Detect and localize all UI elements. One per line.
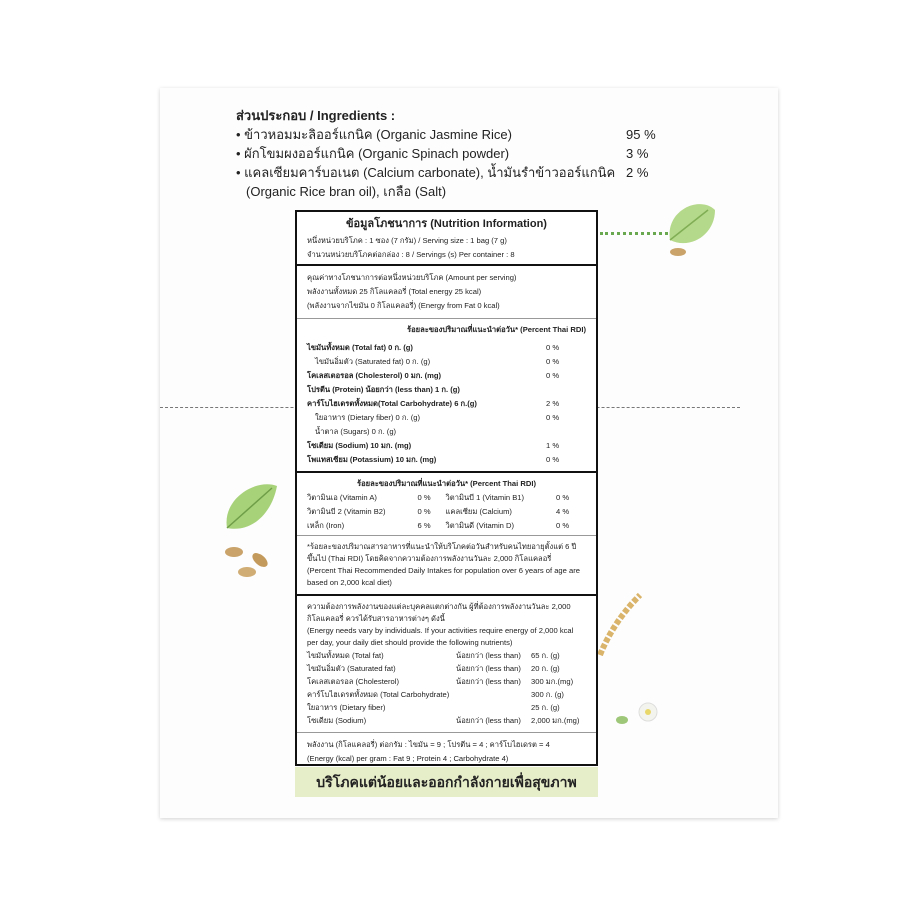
nutrient-row [307, 369, 586, 383]
rice-grains-icon [222, 540, 282, 580]
nutrition-header [297, 212, 596, 266]
ingredient-name: • ผักโขมผงออร์แกนิค (Organic Spinach powder) [236, 146, 510, 161]
ingredient-percent: 95 % [626, 127, 656, 142]
needs-thai: ความต้องการพลังงานของแต่ละบุคคลแตกต่างกัน ผู้ที่ต้องการพลังงานวันละ 2,000 กิโลแคลอรี่ ควรได้รับสารอาหารต่างๆ ดังนี้ [307, 602, 571, 623]
dotted-line-decoration [600, 232, 668, 235]
needs-cell: โคเลสเตอรอล (Cholesterol) [307, 677, 400, 686]
nutrient-row [307, 453, 586, 467]
needs-cell [456, 688, 531, 701]
needs-row [307, 714, 586, 727]
needs-cell: 65 ก. (g) [531, 651, 560, 660]
vitamin-percent: 0 % [417, 507, 431, 516]
nutrient-percent: 0 % [546, 371, 560, 380]
needs-row [307, 701, 586, 714]
health-message-banner: บริโภคแต่น้อยและออกกำลังกายเพื่อสุขภาพ [295, 767, 598, 797]
energy-english: (Energy (kcal) per gram : Fat 9 ; Protein 4 ; Carbohydrate 4) [307, 754, 509, 763]
ingredients-heading: ส่วนประกอบ / Ingredients : [236, 108, 396, 123]
ingredient-continuation: (Organic Rice bran oil), เกลือ (Salt) [246, 184, 447, 199]
nutrient-label: โปรตีน (Protein) น้อยกว่า (less than) 1 ก. (g) [307, 385, 460, 394]
nutrient-percent: 0 % [546, 357, 560, 366]
nutrient-row [307, 397, 586, 411]
nutrient-row [307, 425, 586, 439]
nutrient-percent: 0 % [546, 413, 560, 422]
amount-section [297, 266, 596, 319]
nutrition-title: ข้อมูลโภชนาการ (Nutrition Information) [346, 218, 547, 230]
needs-cell: น้อยกว่า (less than) [456, 716, 521, 725]
vitamin-heading: ร้อยละของปริมาณที่แนะนำต่อวัน* (Percent Thai RDI) [357, 479, 536, 488]
energy-from-fat: (พลังงานจากไขมัน 0 กิโลแคลอรี่) (Energy from Fat 0 kcal) [307, 301, 500, 310]
nutrient-label: โพแทสเซียม (Potassium) 10 มก. (mg) [307, 455, 437, 464]
needs-cell: 25 ก. (g) [531, 703, 560, 712]
vitamin-percent: 4 % [556, 507, 570, 516]
rice-grain-icon [668, 245, 688, 259]
vitamin-label: วิตามินบี 1 (Vitamin B1) [445, 493, 525, 502]
needs-cell: น้อยกว่า (less than) [456, 677, 521, 686]
ingredient-item [236, 125, 666, 144]
nutrient-label: น้ำตาล (Sugars) 0 ก. (g) [315, 427, 397, 436]
nutrient-row [307, 411, 586, 425]
vitamin-label: วิตามินเอ (Vitamin A) [307, 493, 377, 502]
nutrient-row [307, 383, 586, 397]
vitamin-label: แคลเซียม (Calcium) [445, 507, 512, 516]
vitamin-row [307, 491, 586, 505]
nutrient-percent: 0 % [546, 455, 560, 464]
vitamin-label: วิตามินดี (Vitamin D) [445, 521, 515, 530]
ingredients-section [236, 106, 666, 201]
servings-per-container: จำนวนหน่วยบริโภคต่อกล่อง : 8 / Servings (s) Per container : 8 [307, 250, 515, 259]
ingredient-name: • แคลเซียมคาร์บอเนต (Calcium carbonate), น้ำมันรำข้าวออร์แกนิค [236, 165, 616, 180]
serving-size: หนึ่งหน่วยบริโภค : 1 ซอง (7 กรัม) / Serving size : 1 bag (7 g) [307, 236, 507, 245]
ingredient-percent: 3 % [626, 146, 649, 161]
needs-row [307, 649, 586, 662]
nutrient-percent [546, 425, 586, 439]
vitamin-section [297, 473, 596, 536]
jasmine-flower-icon [608, 690, 668, 735]
needs-cell: โซเดียม (Sodium) [307, 716, 367, 725]
rice-stalk-icon [595, 590, 645, 660]
needs-cell: 300 ก. (g) [531, 690, 564, 699]
needs-cell: 20 ก. (g) [531, 664, 560, 673]
nutrient-label: โคเลสเตอรอล (Cholesterol) 0 มก. (mg) [307, 371, 442, 380]
nutrient-label: คาร์โบไฮเดรตทั้งหมด(Total Carbohydrate) 6 ก.(g) [307, 399, 477, 408]
spinach-leaf-icon [222, 478, 282, 538]
needs-row [307, 662, 586, 675]
needs-cell: ไขมันทั้งหมด (Total fat) [307, 651, 384, 660]
rdi-section [297, 319, 596, 473]
vitamin-percent: 0 % [417, 493, 431, 502]
energy-per-gram [297, 733, 596, 771]
ingredient-percent: 2 % [626, 165, 649, 180]
needs-cell: ไขมันอิ่มตัว (Saturated fat) [307, 664, 396, 673]
ingredient-item [236, 163, 666, 182]
needs-cell: น้อยกว่า (less than) [456, 664, 521, 673]
vitamin-row [307, 505, 586, 519]
needs-cell: ใยอาหาร (Dietary fiber) [307, 703, 386, 712]
energy-thai: พลังงาน (กิโลแคลอรี่) ต่อกรัม : ไขมัน = 9 ; โปรตีน = 4 ; คาร์โบไฮเดรต = 4 [307, 740, 550, 749]
daily-needs-section [297, 596, 596, 733]
vitamin-label: เหล็ก (Iron) [307, 521, 345, 530]
nutrition-facts-table [295, 210, 598, 766]
nutrient-percent [546, 383, 586, 397]
vitamin-percent: 0 % [556, 493, 570, 502]
needs-cell: 2,000 มก.(mg) [531, 716, 580, 725]
nutrient-percent: 2 % [546, 399, 560, 408]
nutrient-label: ไขมันทั้งหมด (Total fat) 0 ก. (g) [307, 343, 413, 352]
needs-row [307, 675, 586, 688]
nutrient-row [307, 355, 586, 369]
nutrient-percent: 1 % [546, 441, 560, 450]
nutrient-percent: 0 % [546, 343, 560, 352]
amount-heading: คุณค่าทางโภชนาการต่อหนึ่งหน่วยบริโภค (Amount per serving) [307, 273, 517, 282]
nutrient-row [307, 341, 586, 355]
nutrient-row [307, 439, 586, 453]
needs-row [307, 688, 586, 701]
nutrient-label: ไขมันอิ่มตัว (Saturated fat) 0 ก. (g) [315, 357, 431, 366]
total-energy: พลังงานทั้งหมด 25 กิโลแคลอรี่ (Total energy 25 kcal) [307, 287, 482, 296]
nutrient-label: โซเดียม (Sodium) 10 มก. (mg) [307, 441, 412, 450]
vitamin-row [307, 519, 586, 533]
nutrient-label: ใยอาหาร (Dietary fiber) 0 ก. (g) [315, 413, 420, 422]
footnote [297, 536, 596, 596]
needs-english: (Energy needs vary by individuals. If your activities require energy of 2,000 kcal per day, your daily diet should provide the following nutrients) [307, 626, 574, 647]
vitamin-percent: 0 % [556, 521, 570, 530]
rdi-heading: ร้อยละของปริมาณที่แนะนำต่อวัน* (Percent Thai RDI) [407, 325, 586, 334]
needs-cell: คาร์โบไฮเดรตทั้งหมด (Total Carbohydrate) [307, 690, 450, 699]
vitamin-label: วิตามินบี 2 (Vitamin B2) [307, 507, 386, 516]
needs-cell [456, 701, 531, 714]
ingredient-name: • ข้าวหอมมะลิออร์แกนิค (Organic Jasmine Rice) [236, 127, 512, 142]
footnote-english: (Percent Thai Recommended Daily Intakes for population over 6 years of age are based on 2,000 kcal diet) [307, 566, 580, 587]
vitamin-percent: 6 % [417, 521, 431, 530]
needs-cell: น้อยกว่า (less than) [456, 651, 521, 660]
ingredient-item [236, 144, 666, 163]
footnote-thai: *ร้อยละของปริมาณสารอาหารที่แนะนำให้บริโภคต่อวันสำหรับคนไทยอายุตั้งแต่ 6 ปีขึ้นไป (Thai RDI) โดยคิดจากความต้องการพลังงานวันละ 2,000 กิโลแคลอรี่ [307, 542, 577, 563]
needs-cell: 300 มก.(mg) [531, 677, 574, 686]
